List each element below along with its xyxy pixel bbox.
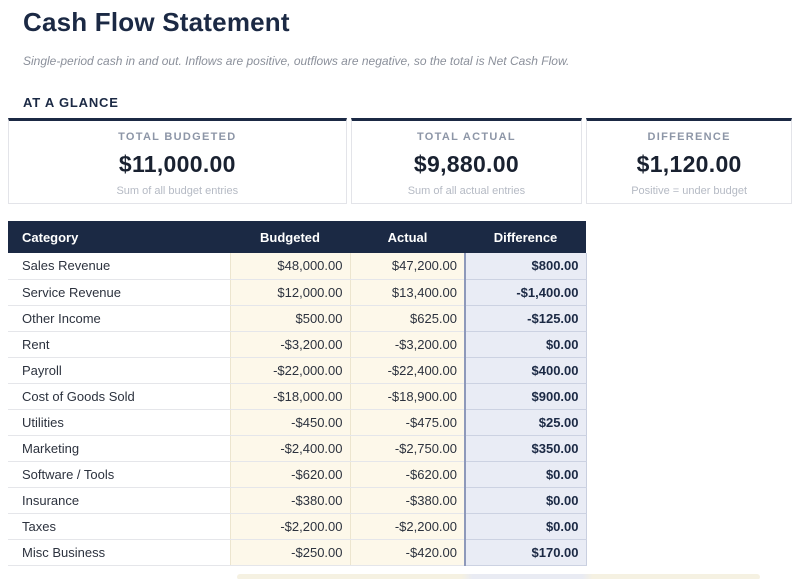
card-label: DIFFERENCE — [647, 131, 731, 143]
category-cell: Utilities — [8, 409, 230, 435]
column-header-category: Category — [8, 221, 230, 253]
table-row — [8, 279, 586, 305]
actual-cell: -$2,200.00 — [350, 513, 465, 539]
difference-cell: $800.00 — [465, 253, 586, 279]
table-header-row — [8, 221, 586, 253]
at-a-glance-heading: AT A GLANCE — [23, 95, 119, 110]
table-row — [8, 435, 586, 461]
actual-cell: -$620.00 — [350, 461, 465, 487]
category-cell: Sales Revenue — [8, 253, 230, 279]
actual-cell: -$3,200.00 — [350, 331, 465, 357]
table-row — [8, 461, 586, 487]
page-title: Cash Flow Statement — [23, 7, 290, 37]
card-label: TOTAL BUDGETED — [118, 131, 237, 143]
actual-cell: -$475.00 — [350, 409, 465, 435]
actual-cell: $13,400.00 — [350, 279, 465, 305]
difference-cell: $170.00 — [465, 539, 586, 565]
card-label: TOTAL ACTUAL — [416, 131, 516, 143]
column-header-budgeted: Budgeted — [230, 221, 350, 253]
card-difference — [586, 118, 792, 204]
difference-cell: $900.00 — [465, 383, 586, 409]
table-row — [8, 513, 586, 539]
budgeted-cell: -$18,000.00 — [230, 383, 350, 409]
category-cell: Software / Tools — [8, 461, 230, 487]
actual-cell: -$2,750.00 — [350, 435, 465, 461]
budgeted-cell: -$380.00 — [230, 487, 350, 513]
card-caption: Sum of all actual entries — [407, 185, 526, 197]
table-row — [8, 409, 586, 435]
card-total-actual — [351, 118, 583, 204]
category-cell: Payroll — [8, 357, 230, 383]
card-caption: Sum of all budget entries — [116, 185, 239, 197]
card-value: $9,880.00 — [413, 151, 519, 177]
budgeted-cell: -$3,200.00 — [230, 331, 350, 357]
table-row — [8, 357, 586, 383]
category-cell: Taxes — [8, 513, 230, 539]
difference-cell: -$125.00 — [465, 305, 586, 331]
table-row — [8, 383, 586, 409]
table-cutoff-row-sliver — [237, 574, 760, 579]
table-row — [8, 331, 586, 357]
table-row — [8, 487, 586, 513]
difference-cell: $0.00 — [465, 461, 586, 487]
category-cell: Cost of Goods Sold — [8, 383, 230, 409]
actual-cell: -$18,900.00 — [350, 383, 465, 409]
card-total-budgeted — [8, 118, 347, 204]
budgeted-cell: -$2,200.00 — [230, 513, 350, 539]
table-row — [8, 305, 586, 331]
category-cell: Marketing — [8, 435, 230, 461]
table-row — [8, 539, 586, 565]
category-cell: Service Revenue — [8, 279, 230, 305]
budgeted-cell: $12,000.00 — [230, 279, 350, 305]
budgeted-cell: -$22,000.00 — [230, 357, 350, 383]
difference-cell: $350.00 — [465, 435, 586, 461]
summary-cards — [8, 118, 792, 204]
budgeted-cell: -$450.00 — [230, 409, 350, 435]
page-subtitle: Single-period cash in and out. Inflows are positive, outflows are negative, so the total is Net Cash Flow. — [23, 54, 570, 68]
difference-cell: $400.00 — [465, 357, 586, 383]
category-cell: Insurance — [8, 487, 230, 513]
card-value: $1,120.00 — [636, 151, 742, 177]
column-header-difference: Difference — [465, 221, 586, 253]
difference-cell: -$1,400.00 — [465, 279, 586, 305]
card-value: $11,000.00 — [118, 151, 236, 177]
budgeted-cell: -$250.00 — [230, 539, 350, 565]
column-header-actual: Actual — [350, 221, 465, 253]
difference-cell: $0.00 — [465, 513, 586, 539]
actual-cell: -$380.00 — [350, 487, 465, 513]
table-row — [8, 253, 586, 279]
category-cell: Misc Business — [8, 539, 230, 565]
difference-cell: $0.00 — [465, 331, 586, 357]
actual-cell: $47,200.00 — [350, 253, 465, 279]
budgeted-cell: $500.00 — [230, 305, 350, 331]
difference-cell: $0.00 — [465, 487, 586, 513]
page-header — [8, 0, 792, 68]
actual-cell: -$420.00 — [350, 539, 465, 565]
actual-cell: $625.00 — [350, 305, 465, 331]
table-body — [8, 253, 586, 565]
cash-flow-table — [8, 221, 587, 566]
budgeted-cell: $48,000.00 — [230, 253, 350, 279]
card-caption: Positive = under budget — [631, 185, 748, 197]
budgeted-cell: -$620.00 — [230, 461, 350, 487]
difference-cell: $25.00 — [465, 409, 586, 435]
category-cell: Other Income — [8, 305, 230, 331]
actual-cell: -$22,400.00 — [350, 357, 465, 383]
budgeted-cell: -$2,400.00 — [230, 435, 350, 461]
category-cell: Rent — [8, 331, 230, 357]
